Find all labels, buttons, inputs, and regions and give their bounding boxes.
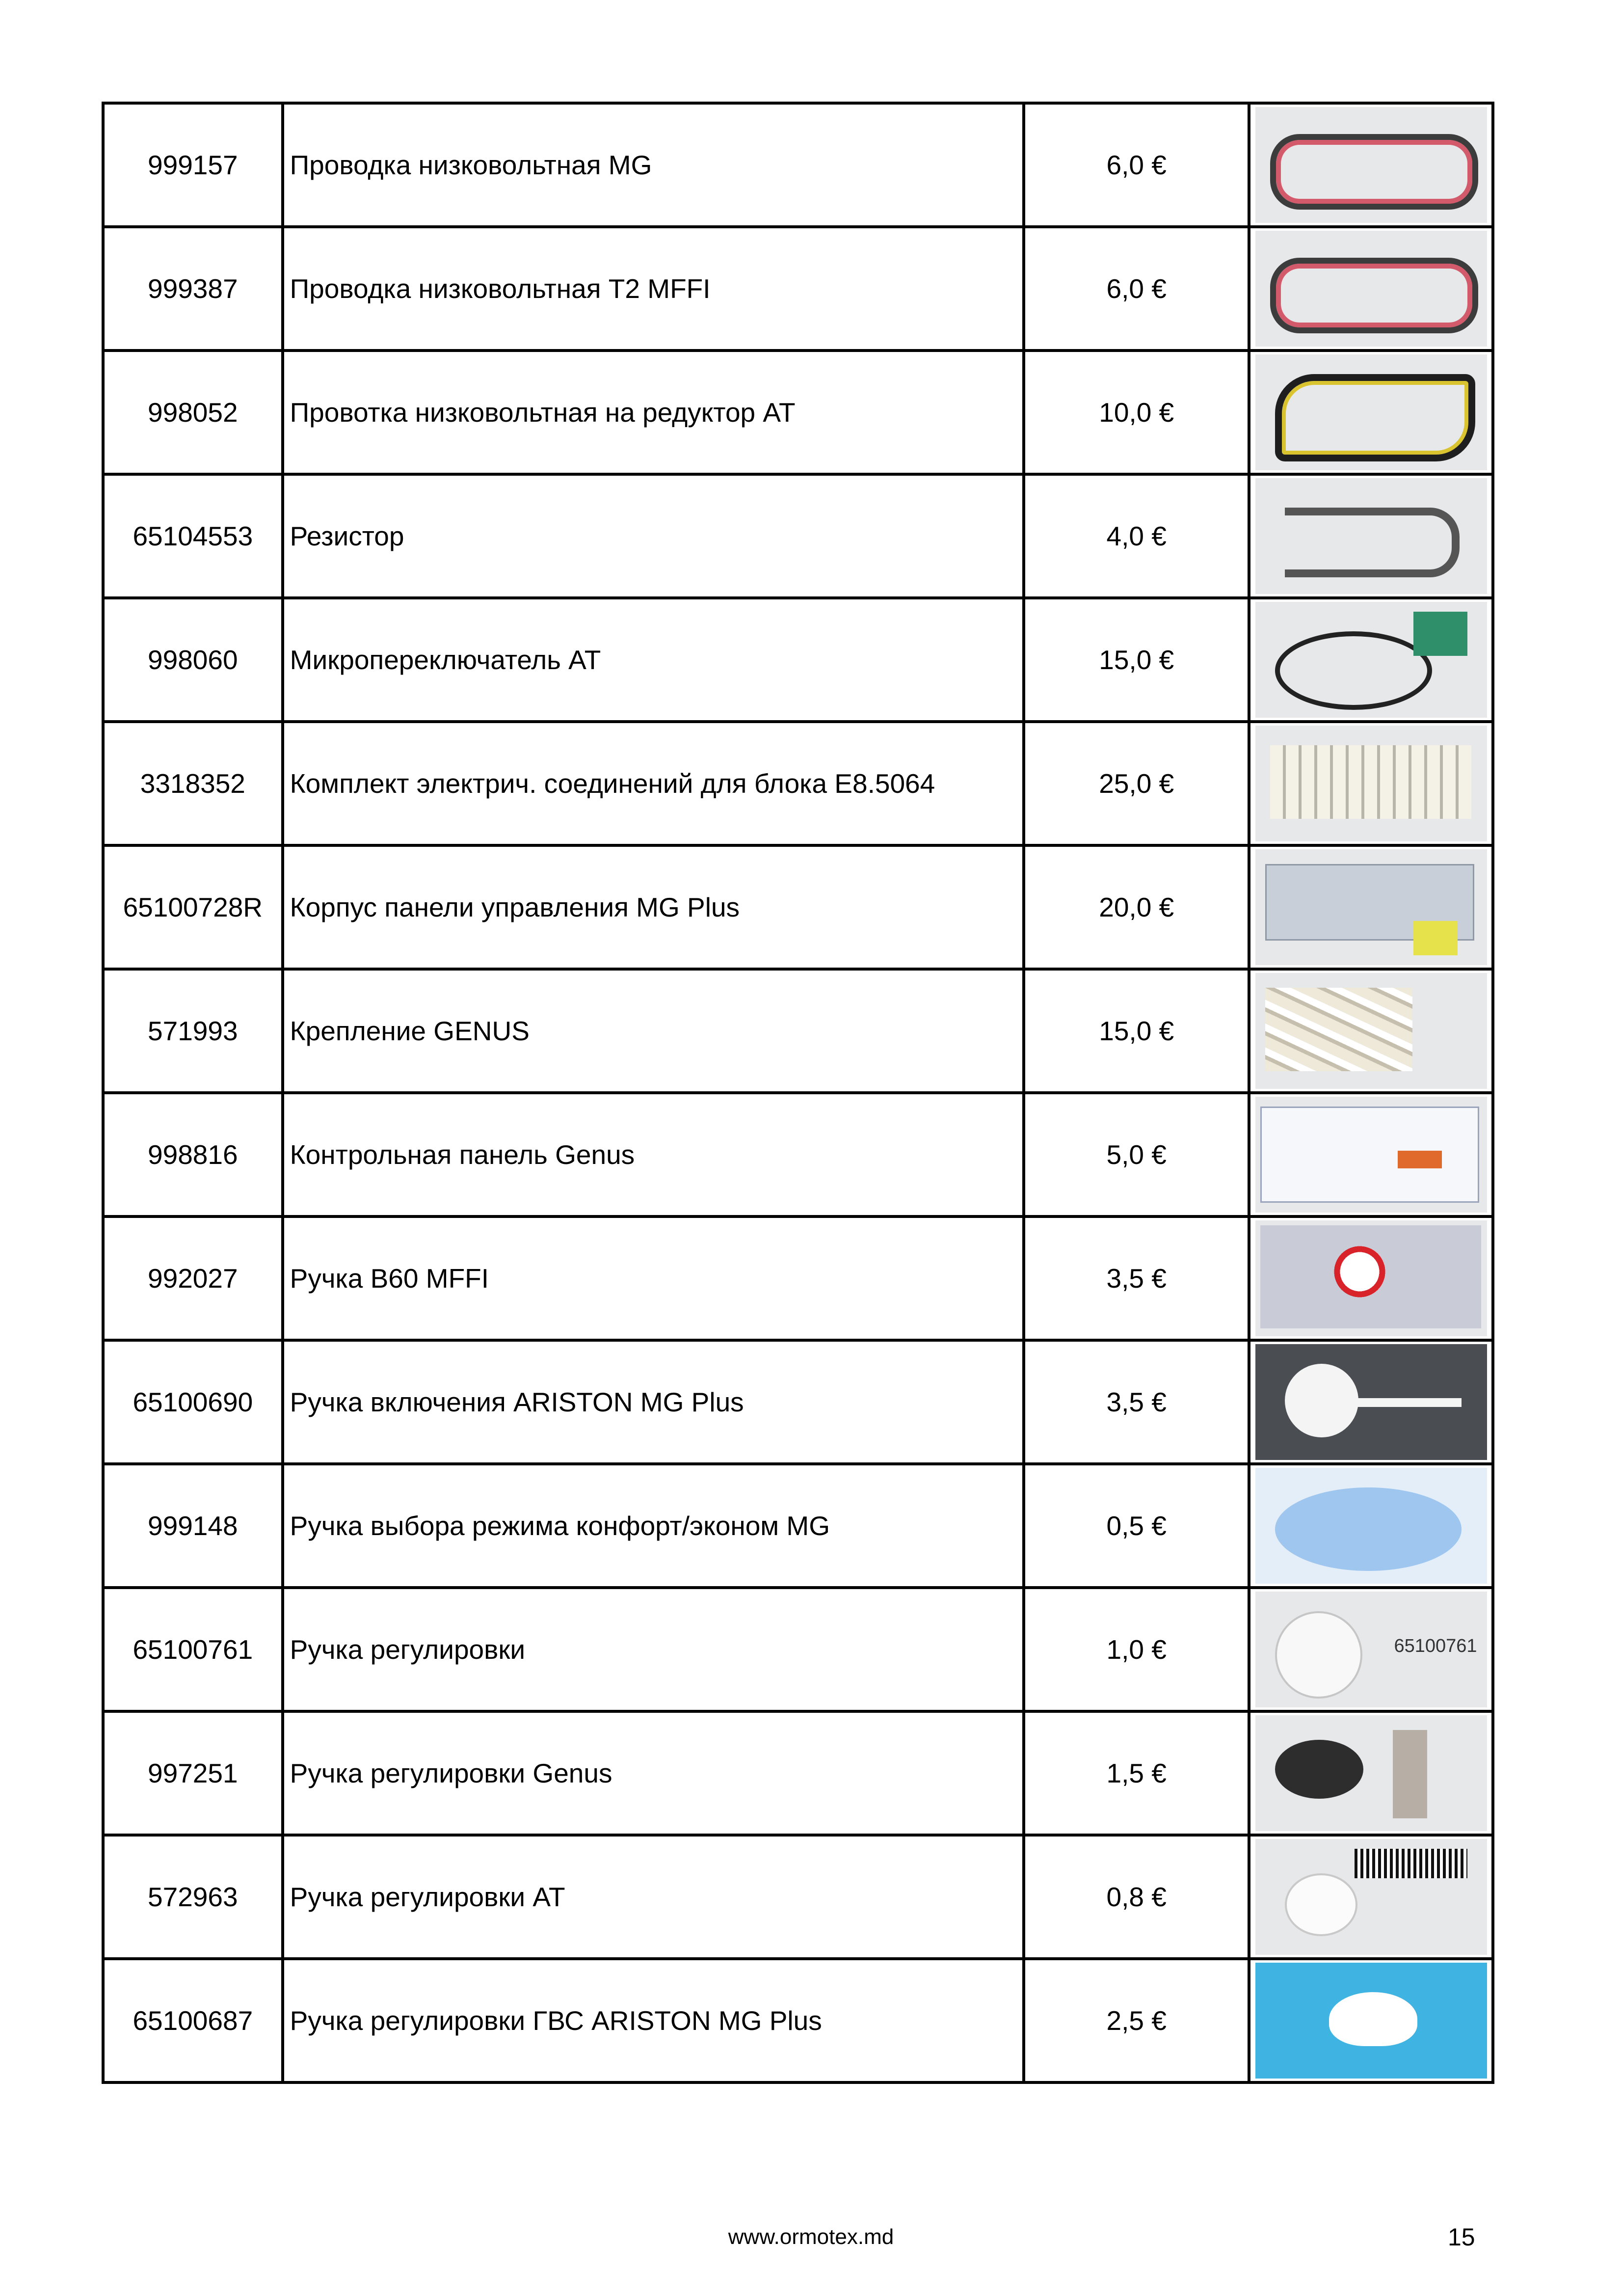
part-name: Ручка регулировки AT — [283, 1835, 1024, 1959]
part-code: 572963 — [103, 1835, 283, 1959]
knob-icon — [1255, 1839, 1487, 1955]
part-name: Ручка регулировки ГВС ARISTON MG Plus — [283, 1959, 1024, 2082]
cable-icon — [1255, 107, 1487, 223]
table-row — [103, 1711, 1493, 1835]
part-price: 5,0 € — [1024, 1093, 1249, 1216]
part-code: 998060 — [103, 598, 283, 722]
mount-icon — [1255, 973, 1487, 1089]
switch-icon — [1255, 602, 1487, 718]
part-name: Проводка низковольтная MG — [283, 103, 1024, 227]
table-row — [103, 845, 1493, 969]
knob-icon — [1255, 1468, 1487, 1584]
knob-icon — [1255, 1344, 1487, 1460]
part-code: 3318352 — [103, 722, 283, 845]
parts-table — [102, 102, 1494, 2084]
part-price: 0,8 € — [1024, 1835, 1249, 1959]
part-name: Провотка низковольтная на редуктор AT — [283, 351, 1024, 474]
part-name: Ручка B60 MFFI — [283, 1216, 1024, 1340]
knob-icon — [1255, 1715, 1487, 1831]
table-row — [103, 227, 1493, 351]
part-name: Микропереключатель AT — [283, 598, 1024, 722]
table-row — [103, 1588, 1493, 1711]
part-code: 998052 — [103, 351, 283, 474]
table-row — [103, 1340, 1493, 1464]
part-code: 65100761 — [103, 1588, 283, 1711]
part-name: Ручка регулировки — [283, 1588, 1024, 1711]
table-row — [103, 474, 1493, 598]
knob-icon — [1255, 1592, 1487, 1707]
part-name: Проводка низковольтная T2 MFFI — [283, 227, 1024, 351]
part-price: 15,0 € — [1024, 598, 1249, 722]
part-price: 6,0 € — [1024, 103, 1249, 227]
knob-icon — [1255, 1963, 1487, 2079]
table-row — [103, 1835, 1493, 1959]
part-price: 10,0 € — [1024, 351, 1249, 474]
part-price: 3,5 € — [1024, 1216, 1249, 1340]
part-price: 25,0 € — [1024, 722, 1249, 845]
knob-icon — [1255, 1220, 1487, 1336]
part-code: 999387 — [103, 227, 283, 351]
part-code: 997251 — [103, 1711, 283, 1835]
part-code: 65100728R — [103, 845, 283, 969]
part-code: 65100690 — [103, 1340, 283, 1464]
photo-label: 65100761 — [1394, 1636, 1477, 1656]
table-row — [103, 598, 1493, 722]
part-name: Резистор — [283, 474, 1024, 598]
cable-icon — [1255, 231, 1487, 347]
part-price: 1,0 € — [1024, 1588, 1249, 1711]
table-row — [103, 969, 1493, 1093]
footer-url: www.ormotex.md — [728, 2225, 894, 2249]
page-number: 15 — [1448, 2223, 1475, 2251]
panel-icon — [1255, 849, 1487, 965]
table-row — [103, 1464, 1493, 1588]
table-row — [103, 1959, 1493, 2082]
part-name: Ручка выбора режима конфорт/эконом MG — [283, 1464, 1024, 1588]
part-price: 4,0 € — [1024, 474, 1249, 598]
cable-icon — [1255, 354, 1487, 470]
table-row — [103, 351, 1493, 474]
part-name: Комплект электрич. соединений для блока E8.5064 — [283, 722, 1024, 845]
part-code: 65100687 — [103, 1959, 283, 2082]
resistor-icon — [1255, 478, 1487, 594]
part-price: 20,0 € — [1024, 845, 1249, 969]
table-row — [103, 103, 1493, 227]
part-code: 992027 — [103, 1216, 283, 1340]
part-name: Ручка включения ARISTON MG Plus — [283, 1340, 1024, 1464]
part-code: 65104553 — [103, 474, 283, 598]
part-price: 2,5 € — [1024, 1959, 1249, 2082]
table-row — [103, 722, 1493, 845]
part-price: 3,5 € — [1024, 1340, 1249, 1464]
part-code: 571993 — [103, 969, 283, 1093]
table-row — [103, 1216, 1493, 1340]
part-name: Крепление GENUS — [283, 969, 1024, 1093]
part-code: 999157 — [103, 103, 283, 227]
part-price: 1,5 € — [1024, 1711, 1249, 1835]
table-row — [103, 1093, 1493, 1216]
terminal-block-icon — [1255, 726, 1487, 841]
part-name: Ручка регулировки Genus — [283, 1711, 1024, 1835]
part-price: 6,0 € — [1024, 227, 1249, 351]
part-price: 0,5 € — [1024, 1464, 1249, 1588]
part-code: 998816 — [103, 1093, 283, 1216]
part-code: 999148 — [103, 1464, 283, 1588]
part-name: Контрольная панель Genus — [283, 1093, 1024, 1216]
panel-icon — [1255, 1097, 1487, 1213]
part-price: 15,0 € — [1024, 969, 1249, 1093]
part-name: Корпус панели управления MG Plus — [283, 845, 1024, 969]
